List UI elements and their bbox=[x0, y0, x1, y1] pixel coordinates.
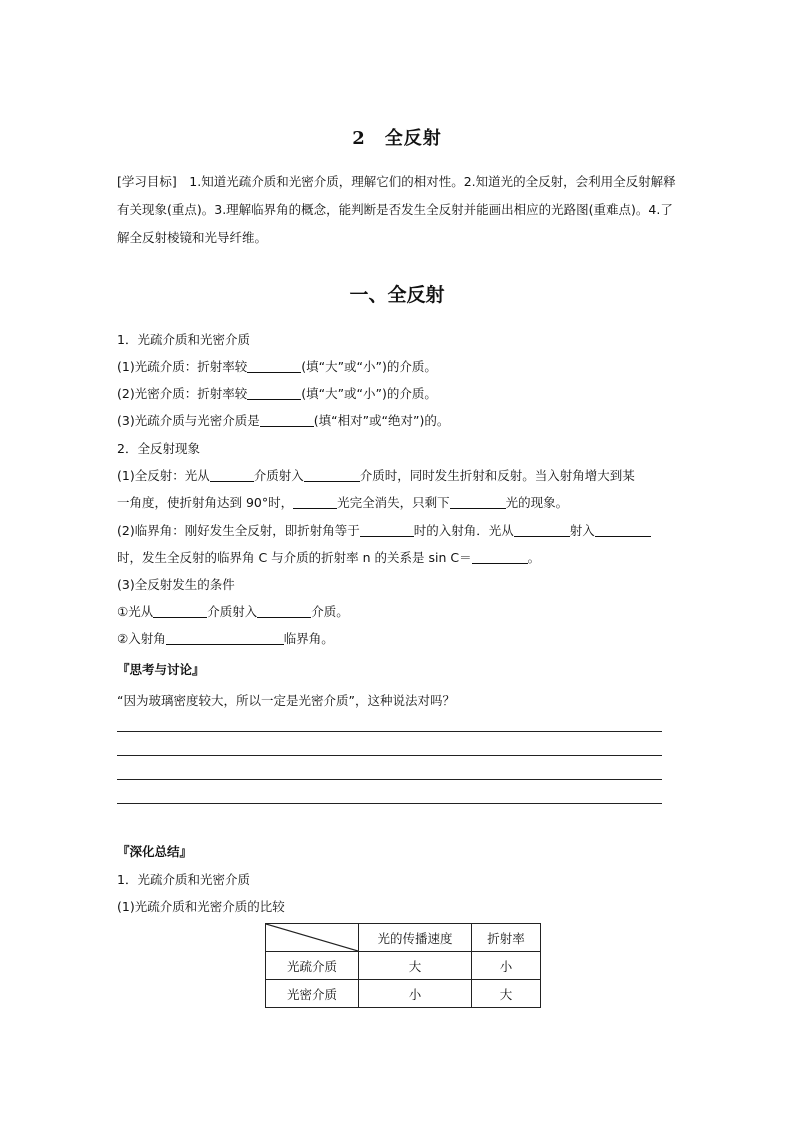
section-heading: 一、全反射 bbox=[349, 284, 445, 306]
comparison-table bbox=[265, 923, 541, 1008]
part2-heading: 2．全反射现象 bbox=[117, 441, 200, 456]
part2-line2: 一角度，使折射角达到 90°时， 光完全消失，只剩下 光的现象。 bbox=[117, 495, 569, 510]
row-speed: 小 bbox=[359, 980, 472, 1008]
diagonal-header-cell bbox=[266, 924, 359, 952]
think-heading: 『思考与讨论』 bbox=[117, 662, 205, 677]
summary-heading: 『深化总结』 bbox=[117, 844, 193, 859]
part2-line4: 时，发生全反射的临界角 C 与介质的折射率 n 的关系是 sin C＝ 。 bbox=[117, 550, 541, 565]
fill-blank[interactable] bbox=[247, 359, 301, 373]
part1-line3: (3)光疏介质与光密介质是 (填“相对”或“绝对”)的。 bbox=[117, 413, 450, 428]
fill-blank[interactable] bbox=[166, 631, 284, 645]
part1-line2: (2)光密介质：折射率较 (填“大”或“小”)的介质。 bbox=[117, 386, 437, 401]
learning-goals-text: 1.知道光疏介质和光密介质，理解它们的相对性。2.知道光的全反射，会利用全反射解释有关现象(重点)。3.理解临界角的概念，能判断是否发生全反射并能画出相应的光路图(重难点)。4.了解全反射棱镜和光导纤维。 bbox=[117, 174, 676, 245]
fill-blank[interactable] bbox=[472, 550, 528, 564]
fill-blank[interactable] bbox=[247, 386, 301, 400]
fill-blank[interactable] bbox=[153, 604, 207, 618]
answer-line[interactable] bbox=[117, 779, 662, 780]
fill-blank[interactable] bbox=[514, 523, 570, 537]
table-row bbox=[266, 980, 541, 1008]
header-index: 折射率 bbox=[472, 924, 541, 952]
answer-line[interactable] bbox=[117, 803, 662, 804]
row-index: 小 bbox=[472, 952, 541, 980]
diagonal-line bbox=[266, 924, 358, 951]
learning-goals bbox=[117, 168, 679, 252]
row-name: 光疏介质 bbox=[266, 952, 359, 980]
think-question: “因为玻璃密度较大，所以一定是光密介质”，这种说法对吗？ bbox=[117, 693, 455, 708]
part2-line6: ①光从 介质射入 介质。 bbox=[117, 604, 349, 619]
header-speed: 光的传播速度 bbox=[359, 924, 472, 952]
answer-line[interactable] bbox=[117, 731, 662, 732]
fill-blank[interactable] bbox=[595, 523, 651, 537]
fill-blank[interactable] bbox=[293, 495, 337, 509]
row-speed: 大 bbox=[359, 952, 472, 980]
part1-line1: (1)光疏介质：折射率较 (填“大”或“小”)的介质。 bbox=[117, 359, 437, 374]
part2-line5: (3)全反射发生的条件 bbox=[117, 577, 235, 592]
part2-line3: (2)临界角：刚好发生全反射，即折射角等于 时的入射角．光从 射入 bbox=[117, 521, 651, 539]
fill-blank[interactable] bbox=[260, 413, 314, 427]
part2-line7: ②入射角 临界角。 bbox=[117, 631, 334, 646]
answer-line[interactable] bbox=[117, 755, 662, 756]
learning-goals-label: [学习目标] bbox=[117, 174, 177, 189]
row-index: 大 bbox=[472, 980, 541, 1008]
part2-line1: (1)全反射：光从 介质射入 介质时，同时发生折射和反射。当入射角增大到某 bbox=[117, 468, 635, 483]
table-header-row bbox=[266, 924, 541, 952]
table-row bbox=[266, 952, 541, 980]
part1-heading: 1．光疏介质和光密介质 bbox=[117, 332, 250, 347]
fill-blank[interactable] bbox=[304, 468, 360, 482]
summary-item1a: (1)光疏介质和光密介质的比较 bbox=[117, 899, 285, 914]
fill-blank[interactable] bbox=[450, 495, 506, 509]
row-name: 光密介质 bbox=[266, 980, 359, 1008]
fill-blank[interactable] bbox=[257, 604, 311, 618]
summary-item1: 1．光疏介质和光密介质 bbox=[117, 872, 250, 887]
fill-blank[interactable] bbox=[360, 523, 414, 537]
fill-blank[interactable] bbox=[210, 468, 254, 482]
page-title: 2 全反射 bbox=[352, 128, 442, 149]
